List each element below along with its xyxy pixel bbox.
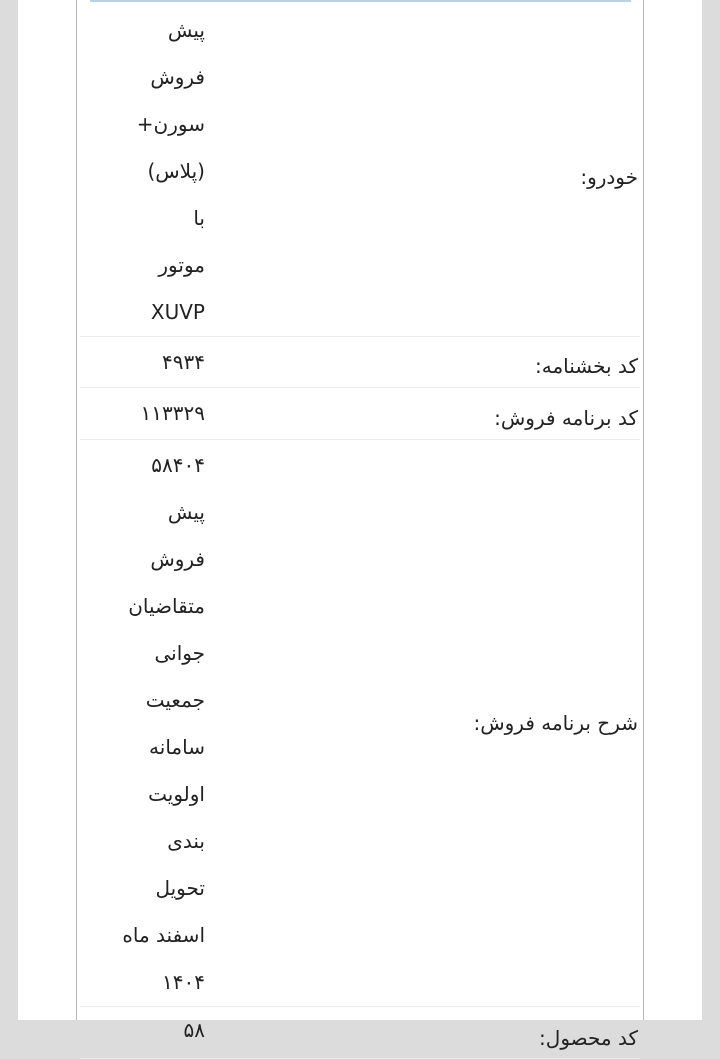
table-row-sale-program-code	[80, 388, 640, 440]
description-line: فروش	[150, 547, 205, 571]
details-table	[80, 3, 640, 1059]
description-line: جمعیت	[145, 688, 205, 712]
description-line: بندی	[167, 829, 205, 853]
table-row-sale-program-description	[80, 440, 640, 1007]
table-row-circular-code	[80, 337, 640, 388]
table-row-product-code	[80, 1007, 640, 1059]
product-code-value	[80, 1007, 462, 1059]
sale-program-code-text: ۱۱۳۳۲۹	[140, 401, 205, 425]
car-label: خودرو:	[580, 164, 638, 189]
car-value-line: (پلاس) با	[147, 159, 205, 230]
description-line: سامانه	[149, 735, 205, 759]
sale-program-code-value	[80, 388, 462, 440]
car-value-line: موتور	[158, 253, 205, 277]
description-line: جوانی	[154, 641, 205, 665]
product-code-label: کد محصول:	[539, 1025, 638, 1050]
description-line: ۵۸۴۰۴	[151, 453, 205, 477]
circular-code-text: ۴۹۳۴	[162, 350, 205, 374]
details-card	[76, 0, 644, 1050]
description-line: تحویل	[155, 876, 205, 900]
sale-program-description-label: شرح برنامه فروش:	[473, 711, 638, 735]
description-line: متقاضیان	[128, 594, 205, 618]
circular-code-value	[80, 337, 462, 388]
description-line: اولویت	[148, 782, 205, 806]
car-value	[80, 3, 462, 337]
car-value-line: پیش	[167, 18, 205, 42]
description-line: ۱۴۰۴	[162, 970, 205, 994]
page	[18, 0, 702, 1050]
description-line: پیش	[167, 500, 205, 524]
table-row-car	[80, 3, 640, 337]
sale-program-code-label: کد برنامه فروش:	[494, 405, 638, 430]
car-value-line: XUVP	[150, 300, 205, 324]
car-value-line: فروش	[150, 65, 205, 89]
car-value-line: سورن+	[136, 112, 205, 136]
circular-code-label: کد بخشنامه:	[535, 354, 638, 378]
product-code-text: ۵۸	[183, 1018, 205, 1042]
top-accent-line	[90, 0, 631, 2]
description-line: اسفند ماه	[122, 923, 205, 947]
sale-program-description-value	[80, 440, 462, 1007]
